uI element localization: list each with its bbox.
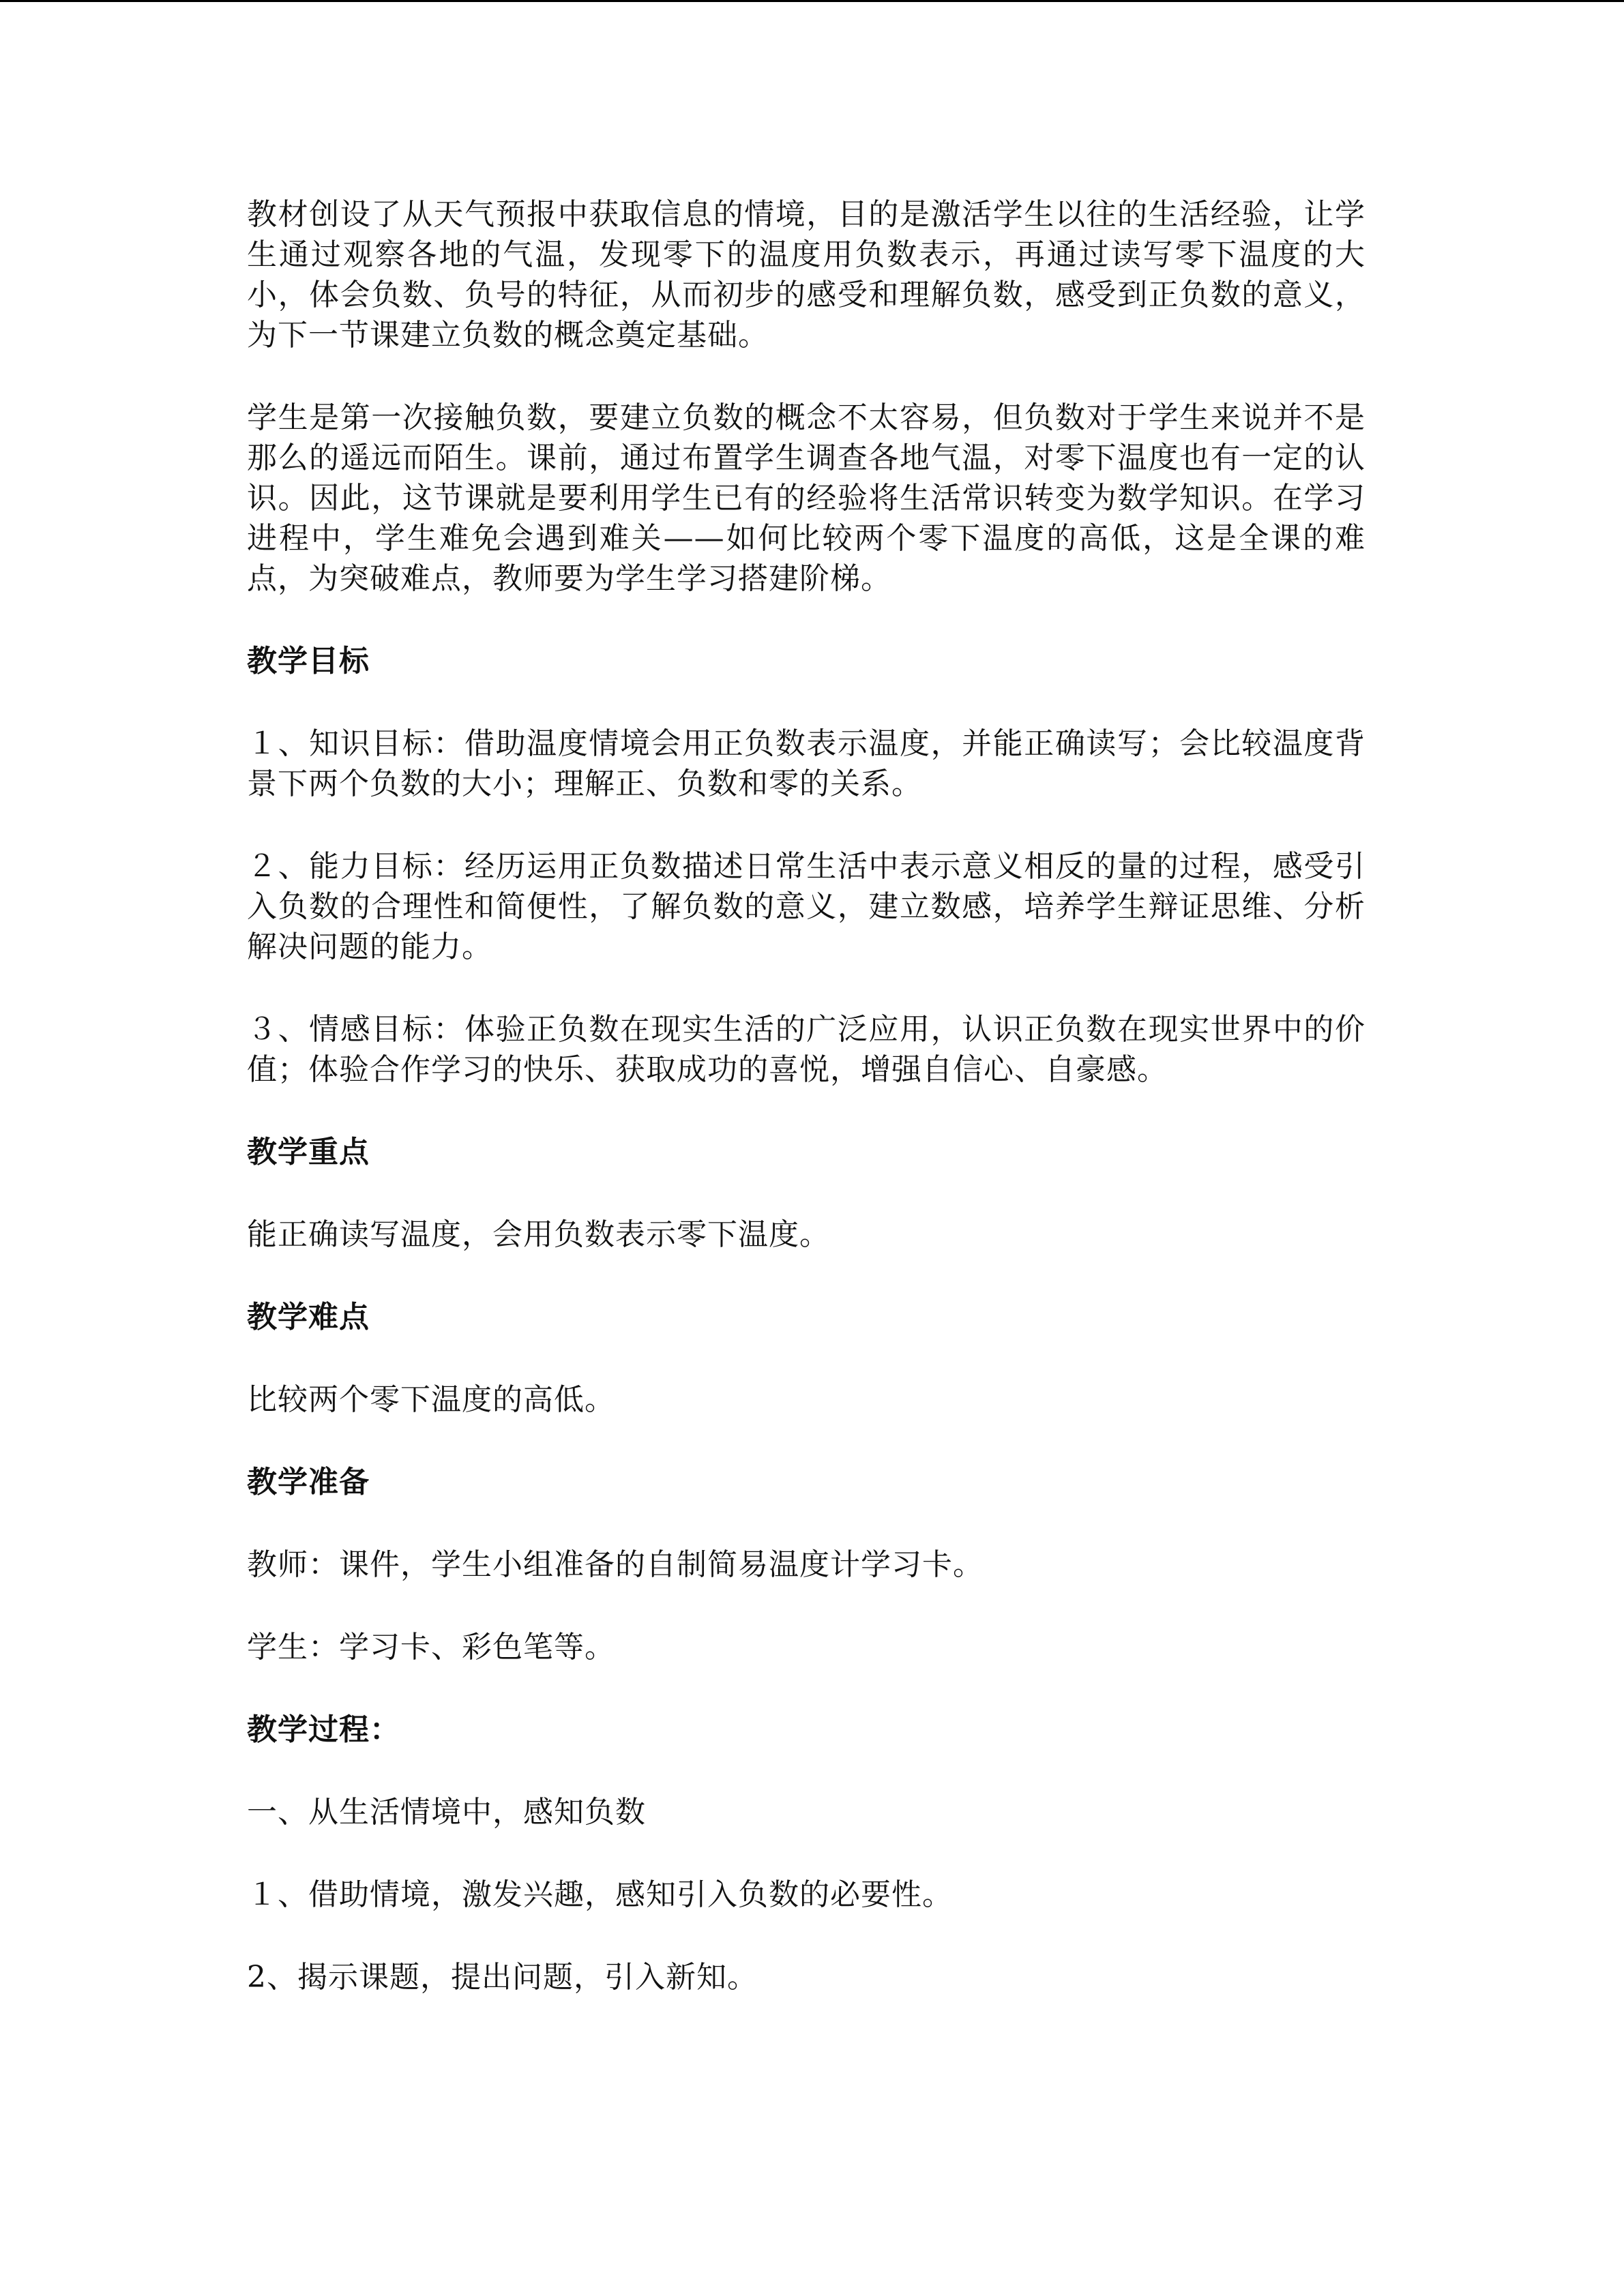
preparation-student: 学生：学习卡、彩色笔等。 <box>247 1630 615 1665</box>
intro-paragraph-1: 教材创设了从天气预报中获取信息的情境，目的是激活学生以往的生活经验，让学生通过观察各地的气温，发现零下的温度用负数表示，再通过读写零下温度的大小，体会负数、负号的特征，从而初步的感受和理解负数，感受到正负数的意义，为下一节课建立负数的概念奠定基础。 <box>247 197 1365 353</box>
key-points-text: 能正确读写温度，会用负数表示零下温度。 <box>247 1217 830 1252</box>
process-section-1: 一、从生活情境中，感知负数 <box>247 1795 646 1830</box>
intro-paragraph-2: 学生是第一次接触负数，要建立负数的概念不太容易，但负数对于学生来说并不是那么的遥远而陌生。课前，通过布置学生调查各地气温，对零下温度也有一定的认识。因此，这节课就是要利用学生已有的经验将生活常识转变为数学知识。在学习进程中，学生难免会遇到难关——如何比较两个零下温度的高低，这是全课的难点，为突破难点，教师要为学生学习搭建阶梯。 <box>247 400 1365 596</box>
process-step-2: 2、揭示课题，提出问题，引入新知。 <box>247 1960 758 1995</box>
heading-teaching-goals: 教学目标 <box>247 644 370 679</box>
difficulties-text: 比较两个零下温度的高低。 <box>247 1382 615 1417</box>
goal-item-emotion: ３、情感目标：体验正负数在现实生活的广泛应用，认识正负数在现实世界中的价值；体验合作学习的快乐、获取成功的喜悦，增强自信心、自豪感。 <box>247 1012 1365 1087</box>
goal-item-ability: ２、能力目标：经历运用正负数描述日常生活中表示意义相反的量的过程，感受引入负数的合理性和简便性，了解负数的意义，建立数感，培养学生辩证思维、分析解决问题的能力。 <box>247 849 1365 964</box>
document-body <box>247 194 1365 1997</box>
heading-difficulties: 教学难点 <box>247 1300 370 1335</box>
preparation-teacher: 教师：课件，学生小组准备的自制简易温度计学习卡。 <box>247 1547 984 1582</box>
process-step-1: １、借助情境，激发兴趣，感知引入负数的必要性。 <box>247 1877 953 1912</box>
heading-preparation: 教学准备 <box>247 1465 370 1500</box>
goal-item-knowledge: １、知识目标：借助温度情境会用正负数表示温度，并能正确读写；会比较温度背景下两个负数的大小；理解正、负数和零的关系。 <box>247 726 1365 801</box>
heading-teaching-process: 教学过程： <box>247 1712 400 1747</box>
heading-key-points: 教学重点 <box>247 1135 370 1169</box>
